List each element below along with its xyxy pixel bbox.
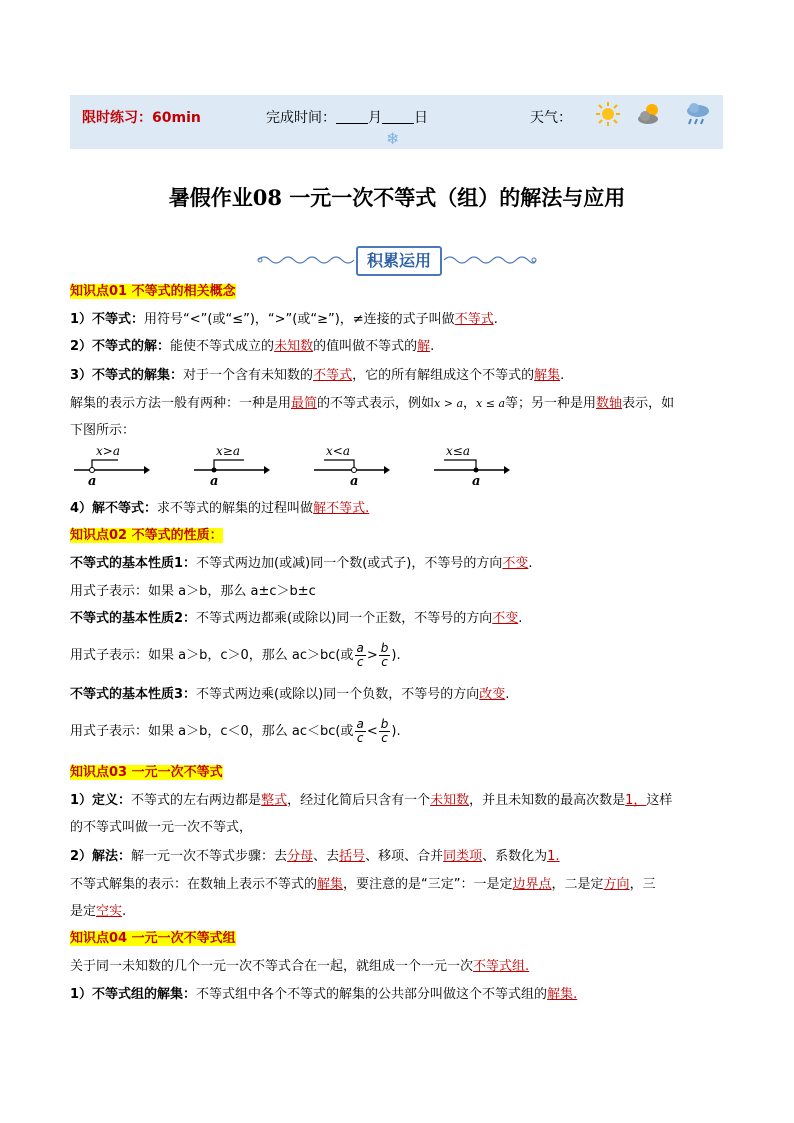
kp1-line1: 1）不等式：用符号“<”(或“≤”)，“>”(或“≥”)，≠连接的式子叫做不等式. xyxy=(70,312,498,327)
number-line-ge: x≥a a xyxy=(192,446,270,492)
kp1-line5: 下图所示： xyxy=(70,423,136,438)
kp3-repr2: 是定空实. xyxy=(70,904,127,919)
number-line-le: x≤a a xyxy=(432,446,510,492)
wave-right-icon xyxy=(442,254,538,266)
kp2-expr1: 用式子表示：如果 a＞b，那么 a±c＞b±c xyxy=(70,584,316,599)
snowflake-icon: ❄ xyxy=(386,129,400,148)
day-blank[interactable] xyxy=(382,111,414,124)
time-limit: 限时练习：60min xyxy=(82,110,201,126)
kp1-line4: 解集的表示方法一般有两种：一种是用最简的不等式表示，例如x > a，x ≤ a等；另一种是用数轴表示，如 xyxy=(70,396,675,411)
completion-time: 完成时间： 月 日 xyxy=(266,110,428,126)
kp4-line1: 关于同一未知数的几个一元一次不等式合在一起，就组成一个一元一次不等式组. xyxy=(70,959,530,974)
kp2-prop2: 不等式的基本性质2：不等式两边都乘(或除以)同一个正数，不等号的方向不变. xyxy=(70,611,523,626)
kp2-expr3: 用式子表示：如果 a＞b，c＜0，那么 ac＜bc(或 $\frac{a}{c}$ < $\frac{b}{c}$ ). xyxy=(70,717,401,745)
kp2-prop3: 不等式的基本性质3：不等式两边乘(或除以)同一个负数，不等号的方向改变. xyxy=(70,687,510,702)
weather-label: 天气： xyxy=(530,110,572,126)
kp2-prop1: 不等式的基本性质1：不等式两边加(或减)同一个数(或式子)，不等号的方向不变. xyxy=(70,556,533,571)
rain-cloud-icon xyxy=(684,101,712,127)
header-band xyxy=(70,95,723,149)
kp1-heading: 知识点01 不等式的相关概念 xyxy=(70,284,236,299)
kp3-heading: 知识点03 一元一次不等式 xyxy=(70,765,223,780)
kp3-repr: 不等式解集的表示：在数轴上表示不等式的解集，要注意的是“三定”：一是定边界点，二是定方向，三 xyxy=(70,877,656,892)
month-blank[interactable] xyxy=(336,111,368,124)
kp2-expr2: 用式子表示：如果 a＞b，c＞0，那么 ac＞bc(或 $\frac{a}{c}$ > $\frac{b}{c}$ ). xyxy=(70,641,401,669)
kp1-line2: 2）不等式的解：能使不等式成立的未知数的值叫做不等式的解. xyxy=(70,339,435,354)
kp4-heading: 知识点04 一元一次不等式组 xyxy=(70,931,236,946)
kp3-def: 1）定义：不等式的左右两边都是整式，经过化简后只含有一个未知数，并且未知数的最高次数是1，这样 xyxy=(70,793,673,808)
number-line-lt: x<a a xyxy=(312,446,390,492)
kp4-line2: 1）不等式组的解集：不等式组中各个不等式的解集的公共部分叫做这个不等式组的解集. xyxy=(70,987,578,1002)
sun-icon xyxy=(594,101,622,127)
kp2-heading: 知识点02 不等式的性质： xyxy=(70,528,223,543)
number-line-gt: x>a a xyxy=(72,446,150,492)
partly-cloudy-icon xyxy=(636,101,664,127)
kp3-steps: 2）解法：解一元一次不等式步骤：去分母、去括号、移项、合并同类项、系数化为1. xyxy=(70,849,560,864)
section-banner xyxy=(256,246,538,274)
kp3-def2: 的不等式叫做一元一次不等式， xyxy=(70,820,253,835)
banner-label: 积累运用 xyxy=(356,246,442,276)
page-title: 暑假作业08 一元一次不等式（组）的解法与应用 xyxy=(168,185,626,210)
wave-left-icon xyxy=(256,254,356,266)
kp1-line3: 3）不等式的解集：对于一个含有未知数的不等式，它的所有解组成这个不等式的解集. xyxy=(70,368,565,383)
kp1-line6: 4）解不等式：求不等式的解集的过程叫做解不等式. xyxy=(70,501,370,516)
